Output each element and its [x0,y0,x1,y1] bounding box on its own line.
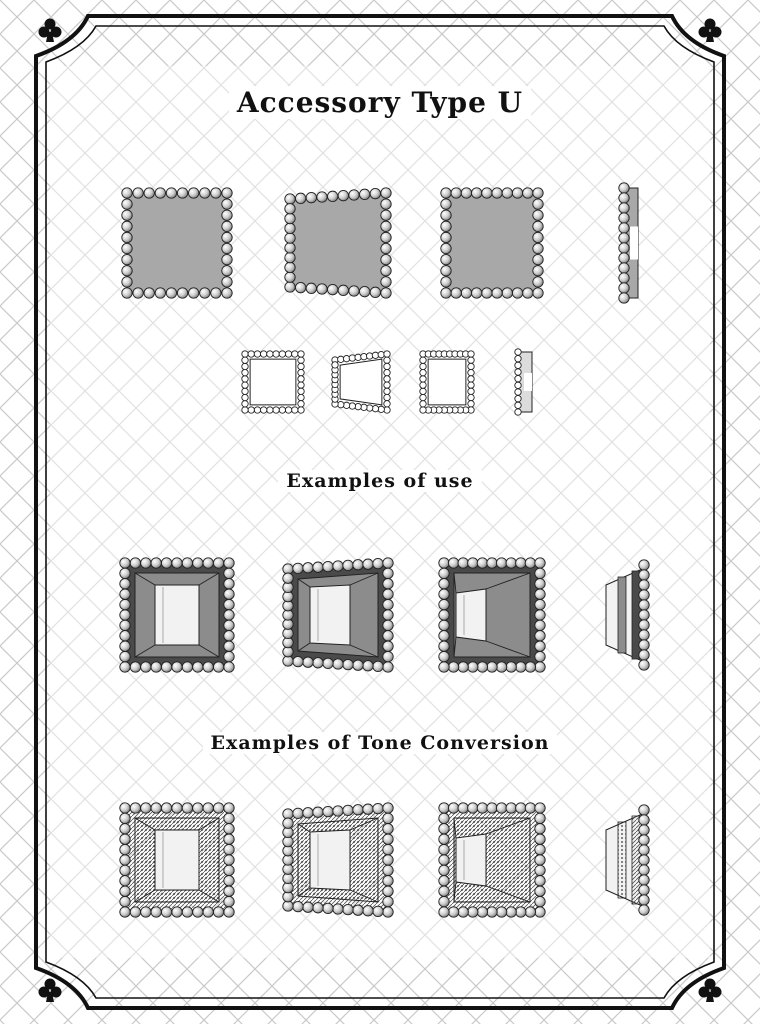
gray-frame-angled-right [441,188,543,298]
gray-frame-side [619,183,638,303]
use-example-angled-left [283,558,393,672]
gray-frame-angled-left [285,188,391,298]
outline-frame-front [242,351,304,413]
section-title-tone-conversion [0,732,760,754]
outline-frame-side [515,349,532,415]
section-title-examples-of-use [0,470,760,492]
gray-frame-front [122,188,232,298]
page-title-text: Accessory Type U [229,86,531,119]
section-title-examples-of-use-text: Examples of use [278,470,481,492]
outline-frame-angled-right [420,351,474,413]
use-example-angled-right [439,558,545,672]
tone-example-angled-left [283,803,393,917]
tone-example-front [120,803,234,917]
section-title-tone-conversion-text: Examples of Tone Conversion [203,732,558,754]
outline-frame-angled-left [332,351,390,413]
tone-example-angled-right [439,803,545,917]
use-example-front [120,558,234,672]
page-title [0,86,760,119]
